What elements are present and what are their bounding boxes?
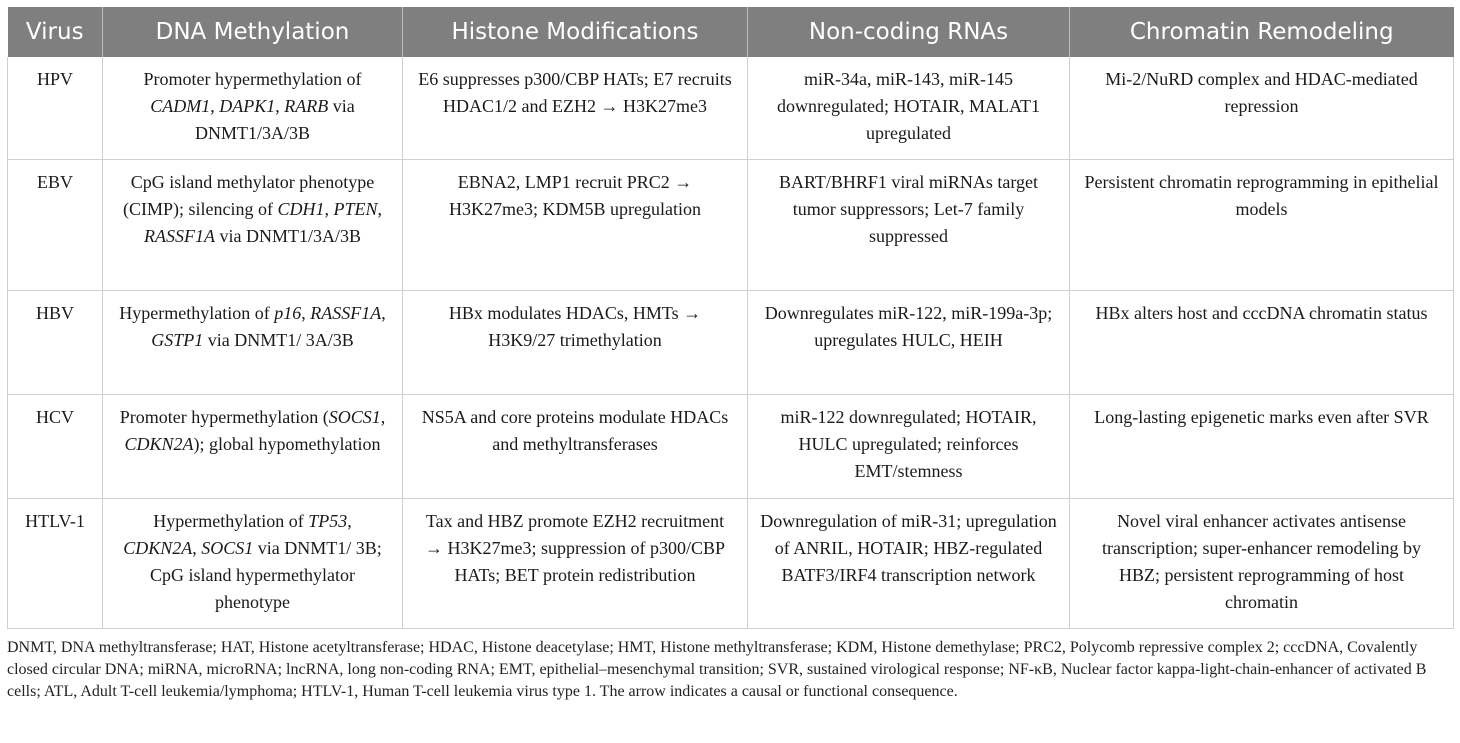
cell-text: , — [377, 198, 383, 219]
cell-text: , — [192, 537, 202, 558]
gene-name: SOCS1 — [201, 537, 254, 558]
cell-chromatin: Mi-2/NuRD complex and HDAC-mediated repression — [1070, 57, 1454, 159]
cell-text: Promoter hypermethylation of — [143, 69, 362, 89]
cell-text: via DNMT1/3A/3B — [194, 96, 355, 143]
cell-histone: Tax and HBZ promote EZH2 recruitment → H3K27me3; suppression of p300/CBP HATs; BET protein redistribution — [403, 498, 748, 628]
table-row — [8, 394, 1454, 498]
gene-name: CDKN2A — [123, 537, 193, 558]
cell-text: , — [301, 302, 311, 323]
cell-histone: HBx modulates HDACs, HMTs → H3K9/27 trimethylation — [403, 290, 748, 394]
gene-name: RASSF1A — [144, 225, 215, 246]
header-virus: Virus — [8, 7, 103, 57]
table-row — [8, 498, 1454, 628]
cell-dna-methylation — [103, 57, 403, 159]
header-histone-modifications: Histone Modifications — [403, 7, 748, 57]
cell-text: , — [380, 406, 386, 427]
cell-text: , — [210, 96, 220, 116]
gene-name: RARB — [284, 96, 329, 116]
cell-virus: HBV — [8, 290, 103, 394]
cell-chromatin: Novel viral enhancer activates antisense transcription; super-enhancer remodeling by HBZ; persistent reprogramming of host chromatin — [1070, 498, 1454, 628]
cell-text: , — [381, 302, 386, 323]
cell-ncrna: Downregulation of miR-31; upregulation of ANRIL, HOTAIR; HBZ-regulated BATF3/IRF4 transcription network — [748, 498, 1070, 628]
cell-virus: HTLV-1 — [8, 498, 103, 628]
header-non-coding-rnas: Non-coding RNAs — [748, 7, 1070, 57]
gene-name: CDKN2A — [124, 433, 194, 454]
cell-virus: HCV — [8, 394, 103, 498]
cell-text: Hypermethylation of — [153, 510, 309, 531]
cell-text: , — [347, 510, 352, 531]
cell-histone: E6 suppresses p300/CBP HATs; E7 recruits HDAC1/2 and EZH2 → H3K27me3 — [403, 57, 748, 159]
cell-chromatin: Long-lasting epigenetic marks even after SVR — [1070, 394, 1454, 498]
table-row — [8, 290, 1454, 394]
gene-name: TP53 — [308, 510, 348, 531]
cell-text: via DNMT1/ 3A/3B — [203, 329, 354, 350]
gene-name: RASSF1A — [310, 302, 382, 323]
gene-name: p16 — [274, 302, 302, 323]
cell-text: CpG island methylator phenotype (CIMP); silencing of — [122, 171, 375, 219]
gene-name: SOCS1 — [328, 406, 381, 427]
table-header-row — [8, 7, 1454, 57]
gene-name: PTEN — [333, 198, 378, 219]
cell-text: Hypermethylation of — [119, 302, 275, 323]
cell-ncrna: BART/BHRF1 viral miRNAs target tumor suppressors; Let-7 family suppressed — [748, 159, 1070, 290]
cell-ncrna: miR-34a, miR-143, miR-145 downregulated; HOTAIR, MALAT1 upregulated — [748, 57, 1070, 159]
cell-dna-methylation — [103, 159, 403, 290]
cell-ncrna: miR-122 downregulated; HOTAIR, HULC upregulated; reinforces EMT/stemness — [748, 394, 1070, 498]
gene-name: DAPK1 — [219, 96, 276, 116]
cell-text: ); global hypomethylation — [193, 433, 381, 454]
gene-name: GSTP1 — [151, 329, 204, 350]
cell-text: via DNMT1/ 3B; CpG island hypermethylator phenotype — [150, 537, 382, 612]
cell-text: , — [275, 96, 285, 116]
cell-virus: EBV — [8, 159, 103, 290]
cell-histone: EBNA2, LMP1 recruit PRC2 → H3K27me3; KDM5B upregulation — [403, 159, 748, 290]
cell-virus: HPV — [8, 57, 103, 159]
cell-dna-methylation — [103, 394, 403, 498]
epigenetics-table-container — [7, 7, 1453, 629]
cell-chromatin: HBx alters host and cccDNA chromatin status — [1070, 290, 1454, 394]
header-chromatin-remodeling: Chromatin Remodeling — [1070, 7, 1454, 57]
cell-text: Promoter hypermethylation ( — [119, 406, 329, 427]
table-row — [8, 159, 1454, 290]
epigenetic-mechanisms-table — [7, 7, 1454, 629]
cell-dna-methylation — [103, 290, 403, 394]
table-row — [8, 57, 1454, 159]
gene-name: CADM1 — [150, 96, 211, 116]
table-footnote: DNMT, DNA methyltransferase; HAT, Histone acetyltransferase; HDAC, Histone deacetylase; HMT, Histone methyltransferase; KDM, Histone demethylase; PRC2, Polycomb repressive complex 2; cccDNA, Covalently closed circular DNA; miRNA, microRNA; lncRNA, long non-coding RNA; EMT, epithelial–mesenchymal transition; SVR, sustained virological response; NF-κB, Nuclear factor kappa-light-chain-enhancer of activated B cells; ATL, Adult T-cell leukemia/lymphoma; HTLV-1, Human T-cell leukemia virus type 1. The arrow indicates a causal or functional consequence. — [7, 639, 1427, 700]
cell-dna-methylation — [103, 498, 403, 628]
cell-histone: NS5A and core proteins modulate HDACs and methyltransferases — [403, 394, 748, 498]
cell-ncrna: Downregulates miR-122, miR-199a-3p; upregulates HULC, HEIH — [748, 290, 1070, 394]
header-dna-methylation: DNA Methylation — [103, 7, 403, 57]
gene-name: CDH1 — [277, 198, 325, 219]
cell-chromatin: Persistent chromatin reprogramming in epithelial models — [1070, 159, 1454, 290]
cell-text: , — [324, 198, 334, 219]
cell-text: via DNMT1/3A/3B — [214, 225, 361, 246]
